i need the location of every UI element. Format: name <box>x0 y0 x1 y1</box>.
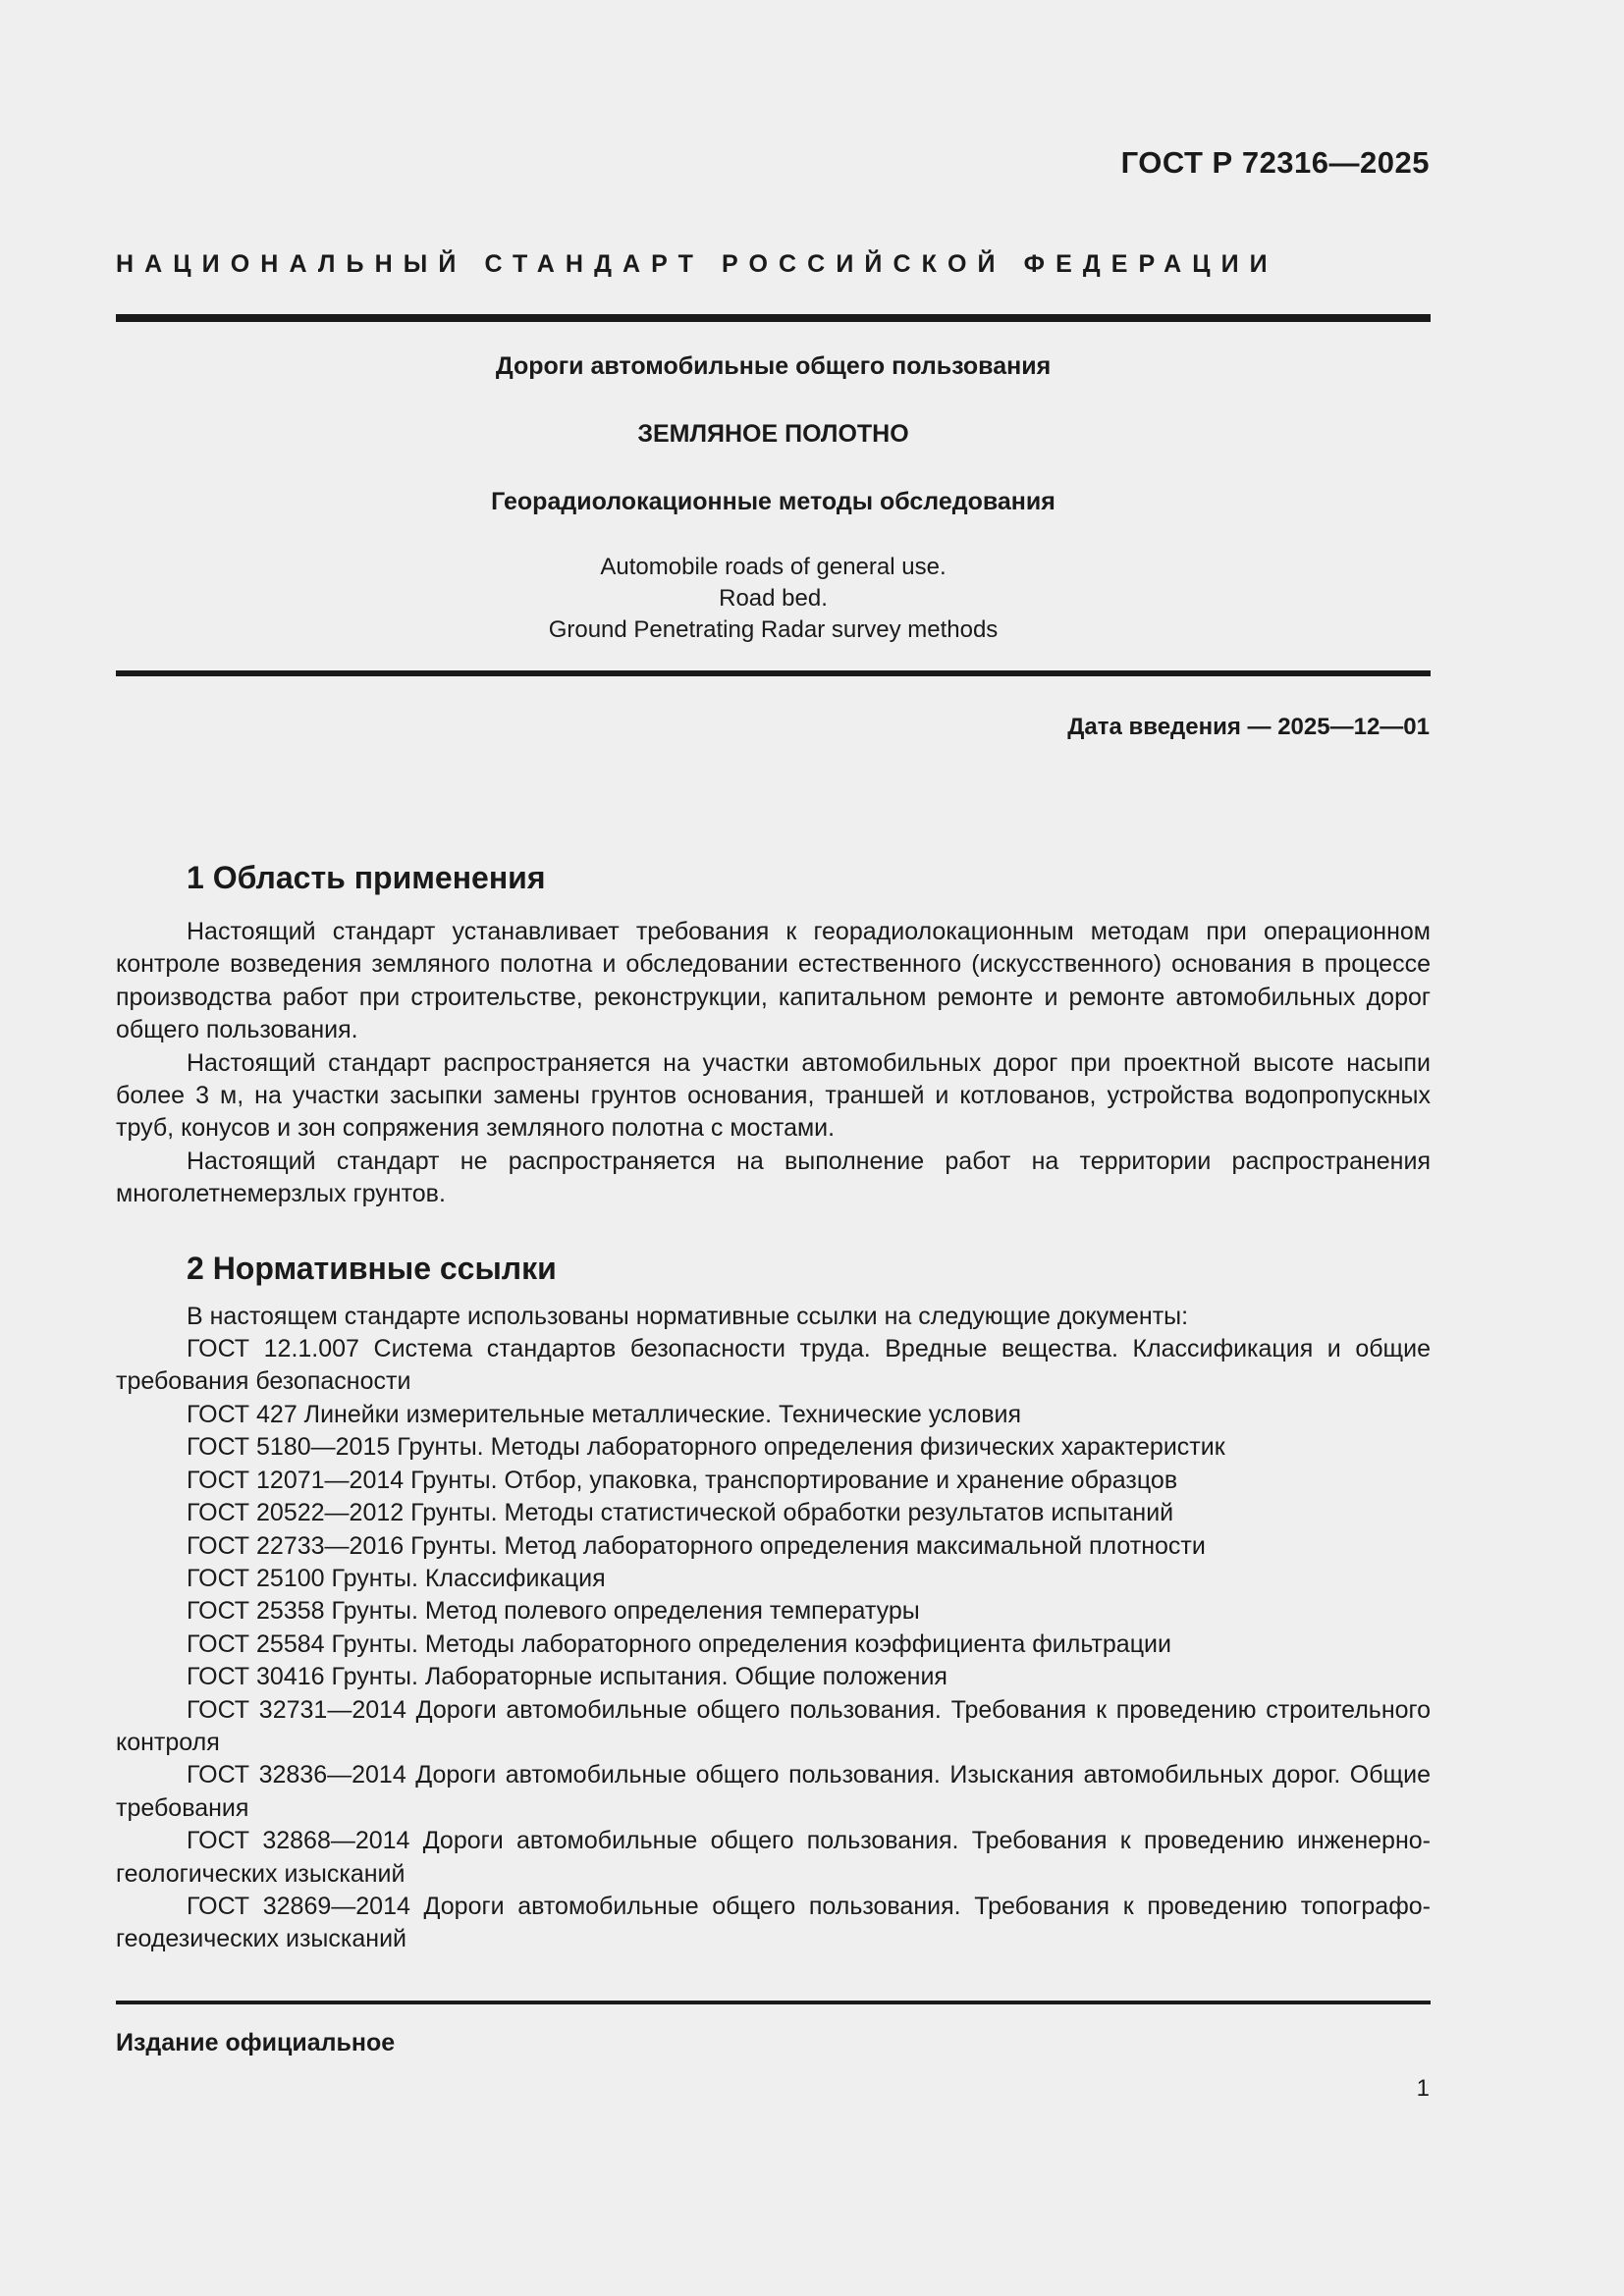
reference-item: ГОСТ 32868—2014 Дороги автомобильные общего пользования. Требования к проведению инженерно-геологических изысканий <box>116 1827 1431 1888</box>
reference-item: ГОСТ 25358 Грунты. Метод полевого определения температуры <box>187 1597 920 1626</box>
title-line-2: ЗЕМЛЯНОЕ ПОЛОТНО <box>637 420 909 448</box>
title-line-1: Дороги автомобильные общего пользования <box>495 352 1052 380</box>
reference-item: ГОСТ 25100 Грунты. Классификация <box>187 1564 606 1592</box>
section-1-heading: 1 Область применения <box>187 860 546 895</box>
page-number: 1 <box>1416 2075 1430 2102</box>
reference-item: ГОСТ 25584 Грунты. Методы лабораторного определения коэффициента фильтрации <box>187 1629 1171 1658</box>
section-1-paragraph: Настоящий стандарт не распространяется на выполнение работ на территории распространения многолетнемерзлых грунтов. <box>116 1147 1431 1208</box>
document-id: ГОСТ Р 72316—2025 <box>1120 145 1430 180</box>
middle-divider <box>116 670 1431 676</box>
reference-item: ГОСТ 32731—2014 Дороги автомобильные общего пользования. Требования к проведению строительного контроля <box>116 1695 1431 1756</box>
reference-item: ГОСТ 32869—2014 Дороги автомобильные общего пользования. Требования к проведению топографо-геодезических изысканий <box>116 1892 1431 1953</box>
section-1-paragraph: Настоящий стандарт устанавливает требования к георадиолокационным методам при операционном контроле возведения земляного полотна и обследовании естественного (искусственного) основания в процессе производства работ при строительстве, реконструкции, капитальном ремонте и ремонте автомобильных дорог общего пользования. <box>116 918 1431 1044</box>
title-line-3: Георадиолокационные методы обследования <box>491 488 1056 515</box>
main-content <box>116 860 1431 1956</box>
reference-item: ГОСТ 427 Линейки измерительные металлические. Технические условия <box>187 1400 1021 1428</box>
section-1-paragraph: Настоящий стандарт распространяется на участки автомобильных дорог при проектной высоте насыпи более 3 м, на участки засыпки замены грунтов основания, траншей и котлованов, устройства водопропускных труб, конусов и зон сопряжения земляного полотна с мостами. <box>116 1048 1431 1143</box>
effective-date: Дата введения — 2025—12—01 <box>1067 714 1430 740</box>
top-divider <box>116 314 1431 322</box>
reference-item: ГОСТ 30416 Грунты. Лабораторные испытания. Общие положения <box>187 1663 947 1691</box>
reference-item: ГОСТ 22733—2016 Грунты. Метод лабораторного определения максимальной плотности <box>187 1531 1206 1560</box>
english-title-line-1: Automobile roads of general use. <box>600 554 947 580</box>
section-2-heading: 2 Нормативные ссылки <box>187 1250 557 1286</box>
reference-item: ГОСТ 5180—2015 Грунты. Методы лабораторного определения физических характеристик <box>187 1433 1225 1462</box>
english-title-line-2: Road bed. <box>719 585 828 612</box>
bottom-divider <box>116 2001 1431 2004</box>
reference-item: ГОСТ 12071—2014 Грунты. Отбор, упаковка, транспортирование и хранение образцов <box>187 1466 1178 1494</box>
title-block <box>116 352 1431 646</box>
edition-label: Издание официальное <box>116 2029 396 2056</box>
national-standard-banner: НАЦИОНАЛЬНЫЙ СТАНДАРТ РОССИЙСКОЙ ФЕДЕРАЦИИ <box>116 250 1278 278</box>
reference-item: ГОСТ 32836—2014 Дороги автомобильные общего пользования. Изыскания автомобильных дорог. Общие требования <box>116 1761 1431 1822</box>
section-2-intro: В настоящем стандарте использованы нормативные ссылки на следующие документы: <box>187 1302 1189 1330</box>
reference-item: ГОСТ 12.1.007 Система стандартов безопасности труда. Вредные вещества. Классификация и общие требования безопасности <box>116 1335 1431 1396</box>
reference-item: ГОСТ 20522—2012 Грунты. Методы статистической обработки результатов испытаний <box>187 1499 1174 1527</box>
english-title-line-3: Ground Penetrating Radar survey methods <box>548 616 999 643</box>
english-title <box>116 552 1431 646</box>
